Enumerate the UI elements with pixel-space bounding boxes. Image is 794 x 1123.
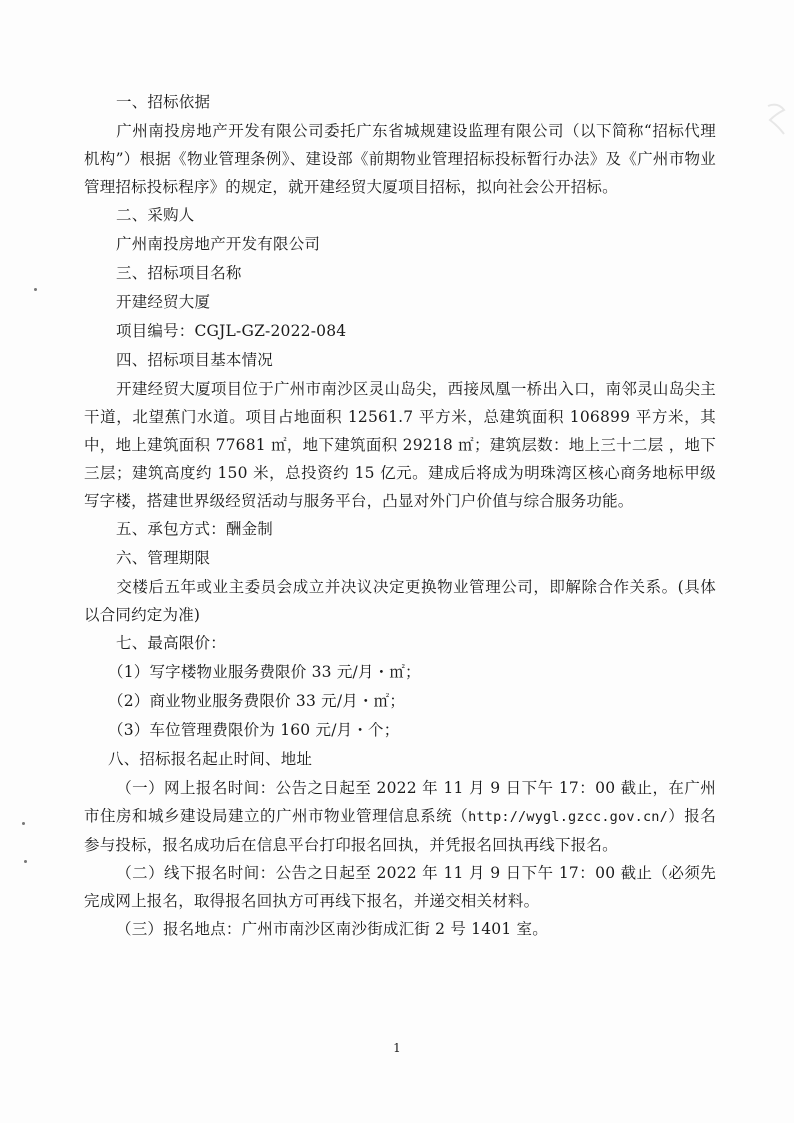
- price-limit-item: （1）写字楼物业服务费限价 33 元/月・㎡；: [108, 663, 421, 681]
- section-3-body: 开建经贸大厦: [116, 293, 211, 311]
- section-8-title: 八、招标报名起止时间、地址: [108, 750, 313, 768]
- section-2-title: 二、采购人: [116, 206, 195, 224]
- section-7-title: 七、最高限价：: [116, 634, 226, 652]
- section-2-body: 广州南投房地产开发有限公司: [116, 235, 321, 253]
- scan-speck: [22, 822, 25, 825]
- section-1-body: 广州南投房地产开发有限公司委托广东省城规建设监理有限公司（以下简称“招标代理机构”）根据《物业管理条例》、建设部《前期物业管理招标投标暂行办法》及《广州市物业管理招标投标程序》的规定，就开建经贸大厦项目招标，拟向社会公开招标。: [84, 122, 716, 196]
- price-limit-item: （2）商业物业服务费限价 33 元/月・㎡；: [108, 692, 406, 710]
- scan-speck: [24, 860, 27, 863]
- document-body: [84, 88, 716, 943]
- page-number: 1: [393, 1041, 401, 1055]
- project-number: 项目编号：CGJL-GZ-2022-084: [116, 322, 347, 340]
- section-5-title: 五、承包方式：酬金制: [116, 520, 274, 538]
- offline-registration-paragraph: （二）线下报名时间：公告之日起至 2022 年 11 月 9 日下午 17：00 截止（必须先完成网上报名，取得报名回执方可再线下报名，并递交相关材料。: [84, 864, 716, 910]
- section-4-body: 开建经贸大厦项目位于广州市南沙区灵山岛尖，西接凤凰一桥出入口，南邻灵山岛尖主干道，北望蕉门水道。项目占地面积 12561.7 平方米，总建筑面积 106899 平方米，其中，地上建筑面积 77681 ㎡，地下建筑面积 29218 ㎡；建筑层数：地上三十二层 ，地下三层；建筑高度约 150 米，总投资约 15 亿元。建成后将成为明珠湾区核心商务地标甲级写字楼，搭建世界级经贸活动与服务平台，凸显对外门户价值与综合服务功能。: [84, 380, 716, 510]
- registration-system-link[interactable]: http://wygl.gzcc.gov.cn/: [468, 809, 668, 825]
- section-4-title: 四、招标项目基本情况: [116, 351, 274, 369]
- online-registration-paragraph: （一）网上报名时间：公告之日起至 2022 年 11 月 9 日下午 17：00 截止，在广州市住房和城乡建设局建立的广州市物业管理信息系统（http://wygl.gzcc.gov.cn/）报名参与投标，报名成功后在信息平台打印报名回执，并凭报名回执再线下报名。: [84, 779, 716, 854]
- scan-edge-mark: [764, 100, 788, 140]
- registration-address-paragraph: （三）报名地点：广州市南沙区南沙街成汇街 2 号 1401 室。: [116, 920, 548, 938]
- section-6-title: 六、管理期限: [116, 549, 211, 567]
- scan-speck: [34, 288, 37, 291]
- section-1-title: 一、招标依据: [116, 93, 211, 111]
- section-3-title: 三、招标项目名称: [116, 264, 242, 282]
- section-6-body: 交楼后五年或业主委员会成立并决议决定更换物业管理公司，即解除合作关系。(具体以合同约定为准): [84, 578, 716, 624]
- price-limit-item: （3）车位管理费限价为 160 元/月・个；: [108, 721, 400, 739]
